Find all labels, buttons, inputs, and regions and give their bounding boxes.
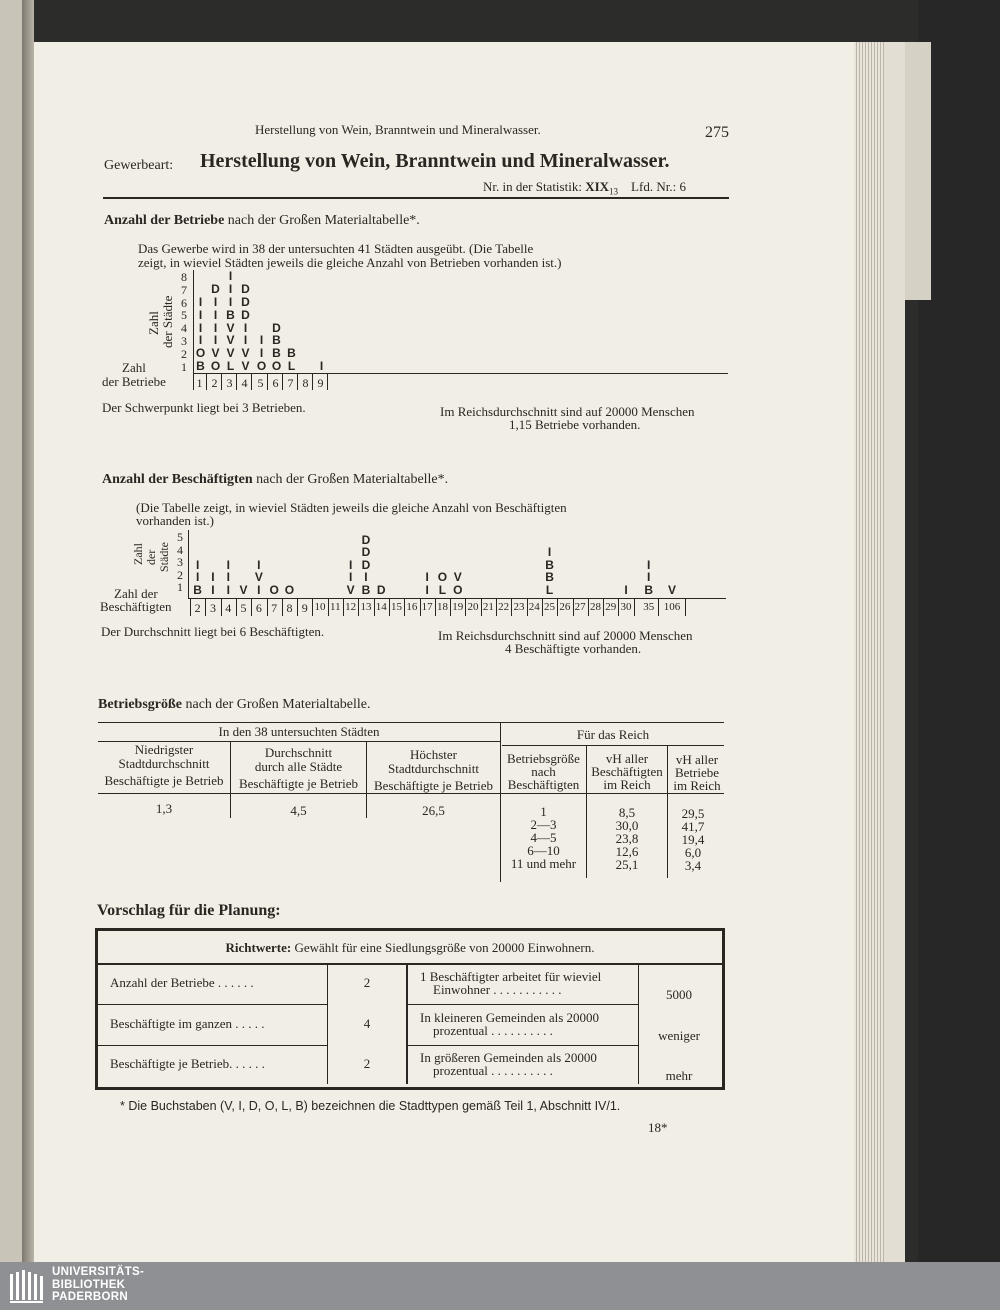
groesse-col5-h3: im Reich [603, 777, 651, 792]
page-number: 275 [705, 124, 729, 141]
beschaeftigte-letter-V: V [254, 570, 263, 585]
reich-besch: 8,5 [618, 805, 636, 820]
beschaeftigte-letter-V: V [667, 583, 676, 597]
planung-row-right-2: prozentual . . . . . . . . . . [433, 1063, 553, 1078]
running-title: Herstellung von Wein, Branntwein und Mineralwasser. [255, 122, 541, 137]
beschaeftigte-letter-L: L [438, 583, 447, 597]
reich-size: 6—10 [527, 843, 560, 858]
reich-size: 2—3 [530, 817, 557, 832]
betriebe-letter-I: I [319, 359, 324, 373]
page-title: Herstellung von Wein, Branntwein und Mineralwasser. [200, 150, 670, 172]
beschaeftigte-x-tick: 17 [421, 601, 433, 613]
beschaeftigte-x-label-1: Zahl der [114, 586, 158, 601]
beschaeftigte-letter-L: L [545, 583, 554, 597]
planung-row-rule [98, 1004, 328, 1005]
groesse-col6-header [668, 753, 726, 792]
groesse-col5-header [587, 752, 667, 791]
groesse-col1-header [98, 743, 230, 788]
betriebe-letter-D: D [241, 307, 250, 322]
planung-header-rule [98, 963, 722, 965]
beschaeftigte-x-tick: 28 [589, 601, 601, 613]
betriebe-letter-I: I [213, 333, 218, 348]
beschaeftigte-x-tick: 21 [482, 601, 494, 613]
beschaeftigte-x-tick: 5 [240, 601, 247, 615]
beschaeftigte-x-tick: 16 [406, 601, 418, 613]
beschaeftigte-x-tick: 22 [498, 601, 510, 613]
betriebe-letter-B: B [272, 333, 281, 348]
beschaeftigte-y-axis [188, 530, 189, 599]
groesse-heading-bold: Betriebsgröße [98, 697, 182, 712]
beschaeftigte-x-tick: 30 [620, 601, 632, 613]
planung-row-rule [407, 1045, 638, 1046]
beschaeftigte-letter-D: D [361, 545, 371, 560]
betriebe-letter-I: I [198, 320, 203, 335]
beschaeftigte-letter-I: I [195, 557, 200, 572]
betriebe-note-right-1: Im Reichsdurchschnitt sind auf 20000 Menschen [440, 404, 695, 419]
beschaeftigte-letter-I: I [226, 557, 230, 572]
betriebe-y-tick: 6 [181, 295, 187, 310]
beschaeftigte-x-tick: 3 [209, 601, 216, 615]
beschaeftigte-heading [102, 472, 448, 488]
planung-row-value: 4 [363, 1016, 371, 1031]
beschaeftigte-x-tick: 14 [375, 601, 387, 613]
betriebe-letter-B: B [287, 346, 296, 361]
beschaeftigte-x-divider [190, 599, 191, 616]
betriebe-y-tick: 1 [181, 359, 187, 374]
beschaeftigte-x-label-2: Beschäftigten [100, 599, 172, 614]
beschaeftigte-letter-V: V [453, 570, 462, 585]
planung-heading: Vorschlag für die Planung: [97, 902, 281, 919]
beschaeftigte-x-tick: 26 [559, 601, 571, 613]
betriebe-letter-I: I [243, 333, 248, 348]
groesse-val-hoechster: 26,5 [422, 803, 445, 818]
betriebe-x-divider [206, 374, 207, 390]
betriebe-x-tick: 9 [317, 376, 324, 390]
reich-betr: 19,4 [681, 832, 705, 847]
beschaeftigte-intro-2: vorhanden ist.) [136, 513, 214, 528]
groesse-col1-h2: Stadtdurchschnitt [118, 756, 210, 771]
beschaeftigte-y-label-3: Städte [157, 542, 171, 572]
planung-row-label: Anzahl der Betriebe . . . . . . [110, 975, 254, 990]
page-edge-light [884, 42, 905, 1262]
betriebe-x-divider [221, 374, 222, 390]
beschaeftigte-x-tick: 2 [194, 601, 201, 615]
beschaeftigte-note-right-1: Im Reichsdurchschnitt sind auf 20000 Menschen [438, 628, 693, 643]
beschaeftigte-x-divider [685, 599, 686, 616]
beschaeftigte-x-divider [634, 599, 635, 616]
groesse-col3-h2: Stadtdurchschnitt [388, 761, 479, 776]
beschaeftigte-y-tick: 2 [177, 567, 183, 582]
groesse-col6-h1: vH aller [675, 752, 719, 767]
library-line-1: UNIVERSITÄTS- [52, 1266, 145, 1278]
beschaeftigte-x-tick: 27 [574, 601, 586, 613]
beschaeftigte-letter-I: I [226, 583, 230, 597]
title-rule [103, 197, 729, 199]
beschaeftigte-x-tick: 9 [301, 601, 308, 615]
reich-besch: 23,8 [615, 831, 639, 846]
groesse-col4-header [501, 752, 586, 791]
library-line-2: BIBLIOTHEK [52, 1278, 126, 1291]
reich-besch: 30,0 [615, 818, 639, 833]
beschaeftigte-note-left: Der Durchschnitt liegt bei 6 Beschäftigten. [101, 624, 325, 639]
planung-row-rvalue: weniger [658, 1028, 700, 1043]
lfd-label: Lfd. Nr.: [631, 179, 677, 194]
beschaeftigte-letter-B: B [644, 583, 654, 597]
groesse-col4-h1: Betriebsgröße [507, 751, 580, 766]
betriebe-letter-O: O [195, 346, 206, 361]
planung-row-right-1: 1 Beschäftigter arbeitet für wieviel [420, 969, 602, 984]
betriebe-heading-rest: nach der Großen Materialtabelle*. [227, 213, 420, 228]
beschaeftigte-y-tick: 5 [177, 530, 183, 544]
groesse-col5-h2: Beschäftigten [591, 764, 663, 779]
reich-size: 11 und mehr [510, 856, 577, 871]
groesse-group-rule-right [502, 745, 724, 746]
betriebe-letter-O: O [271, 359, 282, 373]
betriebe-letter-O: O [256, 359, 267, 373]
beschaeftigte-x-tick: 35 [643, 601, 655, 613]
planung-row-label: Beschäftigte je Betrieb. . . . . . [110, 1056, 265, 1071]
betriebe-intro-2: zeigt, in wieviel Städten jeweils die gleiche Anzahl von Betrieben vorhanden ist.) [138, 255, 562, 270]
betriebe-x-label-1: Zahl [122, 360, 146, 375]
betriebe-letter-I: I [228, 269, 233, 284]
planung-row-rvalue: 5000 [666, 987, 692, 1002]
beschaeftigte-letter-O: O [269, 583, 279, 597]
planung-row-right-2: prozentual . . . . . . . . . . [433, 1023, 553, 1038]
beschaeftigte-letter-D: D [361, 557, 371, 572]
beschaeftigte-letter-I: I [226, 570, 230, 585]
planung-richtwerte [98, 940, 722, 956]
beschaeftigte-x-tick: 23 [513, 601, 525, 613]
betriebe-x-divider [297, 374, 298, 390]
beschaeftigte-x-tick: 7 [271, 601, 278, 615]
betriebe-x-tick: 1 [196, 376, 203, 390]
beschaeftigte-x-tick: 15 [391, 601, 403, 613]
reich-betr: 41,7 [681, 819, 705, 834]
groesse-col4-h2: nach [531, 764, 556, 779]
beschaeftigte-letter-O: O [437, 570, 448, 585]
betriebe-letter-B: B [196, 359, 205, 373]
groesse-col1-h1: Niedrigster [134, 742, 194, 757]
groesse-group-left: In den 38 untersuchten Städten [218, 724, 380, 739]
groesse-col2-h3: Beschäftigte je Betrieb [238, 776, 359, 791]
groesse-col6-h2: Betriebe [674, 765, 720, 780]
sheet-signature: 18* [648, 1120, 668, 1135]
beschaeftigte-x-tick: 19 [452, 601, 464, 613]
richtwerte-bold: Richtwerte: [225, 940, 292, 955]
reich-betr: 3,4 [684, 858, 702, 873]
beschaeftigte-letter-O: O [453, 583, 463, 597]
beschaeftigte-x-axis [188, 598, 726, 599]
betriebe-letter-V: V [226, 346, 235, 361]
beschaeftigte-letter-I: I [624, 583, 628, 597]
groesse-top-rule [98, 722, 724, 723]
library-name [52, 1266, 144, 1304]
betriebe-x-tick: 4 [241, 376, 248, 390]
beschaeftigte-x-tick: 25 [544, 601, 556, 613]
betriebe-x-tick: 2 [211, 376, 218, 390]
betriebe-x-divider [282, 374, 283, 390]
betriebe-note-right-2: 1,15 Betriebe vorhanden. [509, 417, 641, 432]
planung-row-value: 2 [363, 1056, 371, 1071]
betriebe-letter-I: I [213, 295, 218, 309]
betriebe-letter-V: V [226, 333, 235, 348]
betriebe-letter-V: V [241, 346, 250, 361]
beschaeftigte-letter-B: B [361, 583, 371, 597]
betriebe-x-tick: 7 [287, 376, 294, 390]
betriebe-x-axis [193, 373, 728, 374]
beschaeftigte-letter-D: D [376, 583, 386, 597]
betriebe-y-axis [193, 270, 194, 374]
betriebe-y-tick: 3 [181, 334, 187, 348]
betriebe-letter-I: I [259, 346, 264, 361]
beschaeftigte-letter-I: I [348, 570, 353, 585]
betriebe-letter-V: V [226, 320, 235, 335]
planung-col-rule-3 [638, 965, 639, 1084]
beschaeftigte-y-tick: 4 [177, 542, 183, 557]
richtwerte-rest: Gewählt für eine Siedlungsgröße von 20000 Einwohnern. [294, 940, 595, 955]
beschaeftigte-y-tick: 3 [177, 555, 183, 570]
betriebe-letter-I: I [198, 295, 203, 309]
gewerbeart-label: Gewerbeart: [104, 158, 174, 173]
betriebe-letter-D: D [241, 282, 250, 297]
betriebe-letter-I: I [243, 320, 248, 335]
betriebe-letter-I: I [198, 333, 203, 348]
beschaeftigte-letter-V: V [239, 583, 248, 597]
planung-row-rvalue: mehr [665, 1068, 693, 1083]
betriebe-letter-I: I [228, 295, 233, 309]
left-page-edge [0, 0, 22, 1262]
planung-row-value: 2 [363, 975, 371, 990]
beschaeftigte-heading-bold: Anzahl der Beschäftigten [102, 472, 253, 487]
reich-size: 1 [540, 804, 547, 819]
beschaeftigte-letter-V: V [346, 583, 355, 597]
beschaeftigte-letter-I: I [364, 570, 368, 585]
beschaeftigte-x-tick: 6 [255, 601, 262, 615]
betriebe-x-label-2: der Betriebe [102, 374, 166, 389]
beschaeftigte-x-tick: 13 [360, 601, 372, 613]
reich-size: 4—5 [530, 830, 557, 845]
beschaeftigte-heading-rest: nach der Großen Materialtabelle*. [256, 472, 449, 487]
book-gutter [22, 0, 34, 1262]
statistik-sub: 13 [609, 186, 619, 197]
footnote: * Die Buchstaben (V, I, D, O, L, B) bezeichnen die Stadttypen gemäß Teil 1, Abschnitt IV/1. [120, 1099, 621, 1113]
beschaeftigte-x-tick: 24 [528, 601, 540, 613]
betriebe-y-tick: 7 [181, 282, 187, 297]
groesse-col3-header [367, 748, 500, 793]
beschaeftigte-letter-B: B [193, 583, 202, 597]
betriebe-letter-I: I [213, 320, 218, 335]
beschaeftigte-letter-D: D [361, 532, 371, 547]
beschaeftigte-letter-I: I [257, 583, 261, 597]
groesse-val-durchschnitt: 4,5 [290, 803, 307, 818]
betriebe-x-divider [267, 374, 268, 390]
groesse-group-right: Für das Reich [576, 727, 650, 742]
beschaeftigte-x-tick: 10 [314, 601, 326, 613]
betriebe-heading [104, 213, 420, 229]
betriebe-note-left: Der Schwerpunkt liegt bei 3 Betrieben. [102, 400, 306, 415]
betriebe-letter-I: I [228, 282, 233, 297]
betriebe-x-tick: 8 [302, 376, 309, 390]
groesse-col2-header [231, 746, 366, 791]
beschaeftigte-x-tick: 11 [330, 601, 341, 613]
beschaeftigte-letter-I: I [647, 557, 651, 572]
beschaeftigte-x-tick: 106 [663, 601, 681, 613]
groesse-col2-h1: Durchschnitt [264, 745, 333, 760]
betriebe-intro-1: Das Gewerbe wird in 38 der untersuchten 41 Städten ausgeübt. (Die Tabelle [138, 241, 534, 256]
beschaeftigte-letter-I: I [647, 570, 651, 585]
groesse-col5-h1: vH aller [605, 751, 649, 766]
groesse-col4-h3: Beschäftigten [507, 777, 580, 792]
beschaeftigte-x-tick: 18 [436, 601, 448, 613]
betriebe-letter-B: B [272, 346, 281, 361]
betriebe-x-divider [236, 374, 237, 390]
betriebe-letter-B: B [226, 307, 235, 322]
reich-besch: 12,6 [615, 844, 639, 859]
page-edges [854, 42, 884, 1262]
planung-row-right-1: In kleineren Gemeinden als 20000 [420, 1010, 600, 1025]
beschaeftigte-letter-I: I [547, 545, 552, 560]
beschaeftigte-letter-I: I [348, 557, 353, 572]
beschaeftigte-x-tick: 29 [605, 601, 617, 613]
beschaeftigte-x-tick: 20 [467, 601, 479, 613]
betriebe-y-label-1: Zahl [146, 311, 161, 335]
cover-endpaper [905, 42, 931, 300]
reich-besch: 25,1 [615, 857, 639, 872]
beschaeftigte-letter-O: O [284, 583, 295, 597]
betriebe-letter-D: D [211, 282, 220, 297]
betriebe-letter-I: I [259, 333, 264, 348]
groesse-col3-h1: Höchster [410, 747, 457, 762]
beschaeftigte-letter-I: I [257, 557, 261, 572]
beschaeftigte-note-right-2: 4 Beschäftigte vorhanden. [505, 641, 642, 656]
beschaeftigte-intro-1: (Die Tabelle zeigt, in wieviel Städten jeweils die gleiche Anzahl von Beschäftigten [136, 500, 567, 515]
betriebe-x-divider [193, 374, 194, 390]
beschaeftigte-x-tick: 4 [225, 601, 232, 615]
betriebe-x-divider [327, 374, 328, 390]
beschaeftigte-x-tick: 8 [286, 601, 293, 615]
beschaeftigte-letter-B: B [545, 557, 554, 572]
statistik-value: XIX [585, 179, 610, 194]
planung-row-label: Beschäftigte im ganzen . . . . . [110, 1016, 265, 1031]
groesse-header-rule [98, 793, 724, 794]
betriebe-letter-L: L [226, 359, 235, 373]
reich-betr: 6,0 [684, 845, 702, 860]
betriebe-letter-L: L [287, 359, 296, 373]
betriebe-letter-D: D [241, 295, 250, 309]
betriebe-y-tick: 5 [181, 308, 187, 323]
library-line-3: PADERBORN [52, 1291, 128, 1303]
betriebe-x-divider [251, 374, 252, 390]
planung-col-rule-2 [406, 965, 408, 1084]
betriebe-x-tick: 3 [226, 376, 233, 390]
groesse-heading [98, 697, 371, 713]
betriebe-letter-I: I [213, 307, 218, 322]
beschaeftigte-y-label-1: Zahl [131, 543, 145, 565]
beschaeftigte-y-tick: 1 [177, 580, 183, 595]
betriebe-y-tick: 4 [181, 321, 187, 336]
groesse-col3-h3: Beschäftigte je Betrieb [373, 778, 494, 793]
lfd-value: 6 [679, 179, 686, 194]
betriebe-x-divider [312, 374, 313, 390]
beschaeftigte-y-label-2: der [144, 549, 158, 565]
groesse-heading-rest: nach der Großen Materialtabelle. [185, 697, 371, 712]
beschaeftigte-letter-I: I [195, 570, 200, 585]
betriebe-letter-O: O [210, 359, 221, 373]
groesse-col6-h3: im Reich [673, 778, 721, 793]
beschaeftigte-letter-I: I [425, 570, 429, 585]
betriebe-letter-V: V [211, 346, 220, 361]
groesse-val-niedrigster: 1,3 [155, 801, 173, 816]
statistik-label: Nr. in der Statistik: [483, 179, 582, 194]
betriebe-y-label-2: der Städte [160, 295, 175, 348]
groesse-col1-h3: Beschäftigte je Betrieb [104, 773, 224, 788]
library-logo-icon [10, 1270, 44, 1304]
betriebe-x-tick: 5 [257, 376, 264, 390]
betriebe-letter-I: I [198, 307, 203, 322]
beschaeftigte-letter-I: I [425, 583, 429, 597]
betriebe-x-tick: 6 [272, 376, 279, 390]
planung-row-right-2: Einwohner . . . . . . . . . . . [433, 982, 562, 997]
beschaeftigte-letter-B: B [545, 570, 554, 585]
groesse-col2-h2: durch alle Städte [254, 759, 343, 774]
planung-row-right-1: In größeren Gemeinden als 20000 [420, 1050, 597, 1065]
betriebe-letter-V: V [241, 359, 250, 373]
planung-row-rule [407, 1004, 638, 1005]
betriebe-y-tick: 8 [181, 270, 187, 284]
statistik-nr [483, 179, 686, 197]
beschaeftigte-x-tick: 12 [345, 601, 357, 613]
betriebe-heading-bold: Anzahl der Betriebe [104, 213, 225, 228]
reich-betr: 29,5 [681, 806, 705, 821]
beschaeftigte-letter-I: I [211, 570, 215, 585]
betriebe-letter-D: D [272, 320, 281, 335]
planung-row-rule [98, 1045, 328, 1046]
library-footer [0, 1262, 1000, 1310]
beschaeftigte-letter-I: I [211, 583, 215, 597]
betriebe-y-tick: 2 [181, 346, 187, 361]
